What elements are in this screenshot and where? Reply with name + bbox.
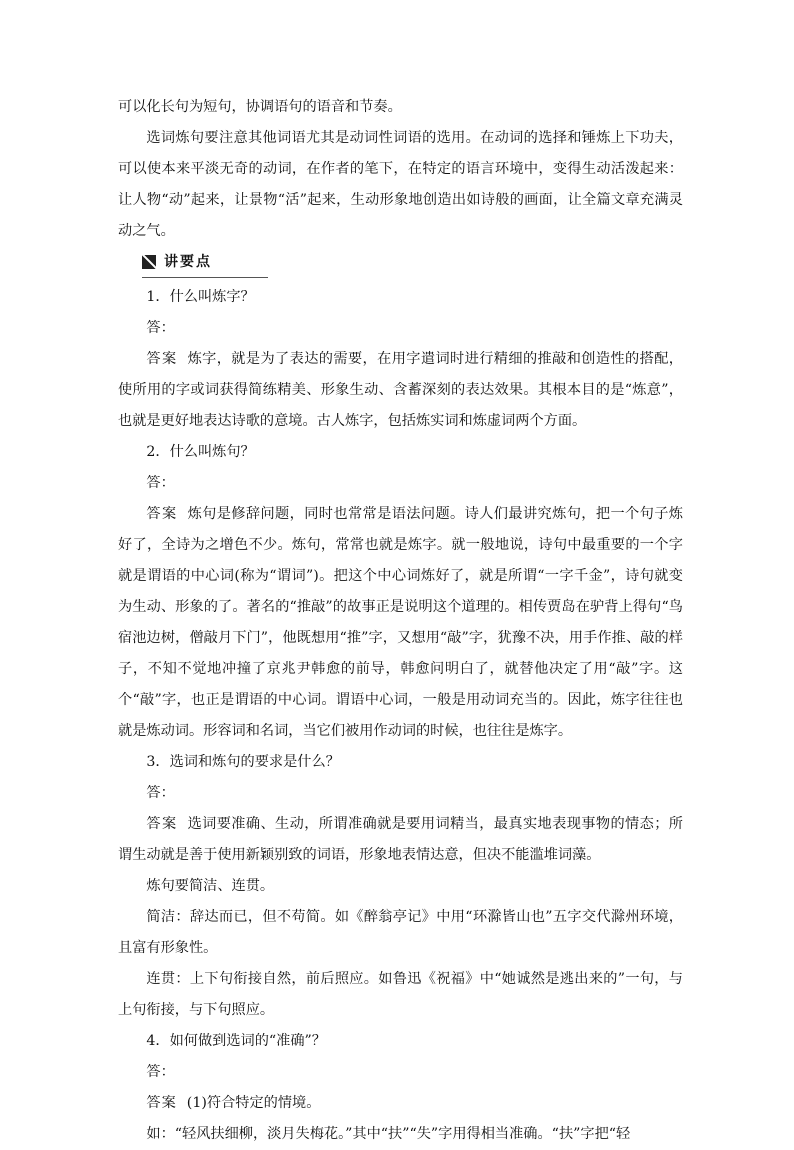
answer-text: 炼字，就是为了表达的需要，在用字遣词时进行精细的推敲和创造性的搭配，使所用的字或词获得简练精美、形象生动、含蓄深刻的表达效果。其根本目的是“炼意”，也就是更好地表达诗歌的意境。古人炼字，包括炼实词和炼虚词两个方面。 <box>118 351 683 429</box>
section-title: 讲要点 <box>164 253 212 270</box>
document-page <box>118 92 683 1150</box>
answer-3-line-c: 连贯：上下句衔接自然，前后照应。如鲁迅《祝福》中“她诚然是逃出来的”一句，与上句衔接，与下句照应。 <box>118 971 683 1018</box>
question-2: 2．什么叫炼句？ <box>146 444 255 460</box>
answer-label: 答案 <box>146 816 178 832</box>
answer-text: 炼句是修辞问题，同时也常常是语法问题。诗人们最讲究炼句，把一个句子炼好了，全诗为之增色不少。炼句，常常也就是炼字。就一般地说，诗句中最重要的一个字就是谓语的中心词(称为“谓词”)。把这个中心词炼好了，就是所谓“一字千金”，诗句就变为生动、形象的了。著名的“推敲”的故事正是说明这个道理的。相传贾岛在驴背上得句“鸟宿池边树，僧敲月下门”，他既想用“推”字，又想用“敲”字，犹豫不决，用手作推、敲的样子，不知不觉地冲撞了京兆尹韩愈的前导，韩愈问明白了，就替他决定了用“敲”字。这个“敲”字，也正是谓语的中心词。谓语中心词，一般是用动词充当的。因此，炼字往往也就是炼动词。形容词和名词，当它们被用作动词的时候，也往往是炼字。 <box>118 506 683 739</box>
answer-text: (1)符合特定的情境。 <box>186 1095 321 1111</box>
question-3: 3．选词和炼句的要求是什么？ <box>146 754 340 770</box>
answer-label: 答案 <box>146 351 178 367</box>
answer-text: 选词要准确、生动，所谓准确就是要用词精当，最真实地表现事物的情态；所谓生动就是善于使用新颖别致的词语，形象地表情达意，但决不能滥堆词藻。 <box>118 816 683 863</box>
answer-prompt-1: 答： <box>146 320 175 336</box>
section-header <box>142 247 268 278</box>
answer-prompt-2: 答： <box>146 475 175 491</box>
answer-3 <box>118 809 683 871</box>
answer-label: 答案 <box>146 1095 177 1111</box>
section-marker-icon <box>142 255 156 269</box>
answer-3-line-a: 炼句要简洁、连贯。 <box>146 878 275 894</box>
answer-4-example: 如：“轻风扶细柳，淡月失梅花。”其中“扶”“失”字用得相当准确。“扶”字把“轻 <box>146 1126 631 1142</box>
answer-1 <box>118 344 683 437</box>
paragraph-intro-2: 选词炼句要注意其他词语尤其是动词性词语的选用。在动词的选择和锤炼上下功夫，可以使本来平淡无奇的动词，在作者的笔下，在特定的语言环境中，变得生动活泼起来：让人物“动”起来，让景物“活”起来，生动形象地创造出如诗般的画面，让全篇文章充满灵动之气。 <box>118 130 683 239</box>
question-1: 1．什么叫炼字？ <box>146 289 255 305</box>
answer-prompt-3: 答： <box>146 785 175 801</box>
paragraph-intro-1: 可以化长句为短句，协调语句的语音和节奏。 <box>118 99 402 115</box>
question-4: 4．如何做到选词的“准确”？ <box>146 1033 326 1049</box>
answer-prompt-4: 答： <box>146 1064 175 1080</box>
answer-3-line-b: 简洁：辞达而已，但不苟简。如《醉翁亭记》中用“环滁皆山也”五字交代滁州环境，且富有形象性。 <box>118 909 683 956</box>
answer-2 <box>118 499 683 747</box>
answer-4 <box>118 1088 683 1119</box>
answer-label: 答案 <box>146 506 178 522</box>
